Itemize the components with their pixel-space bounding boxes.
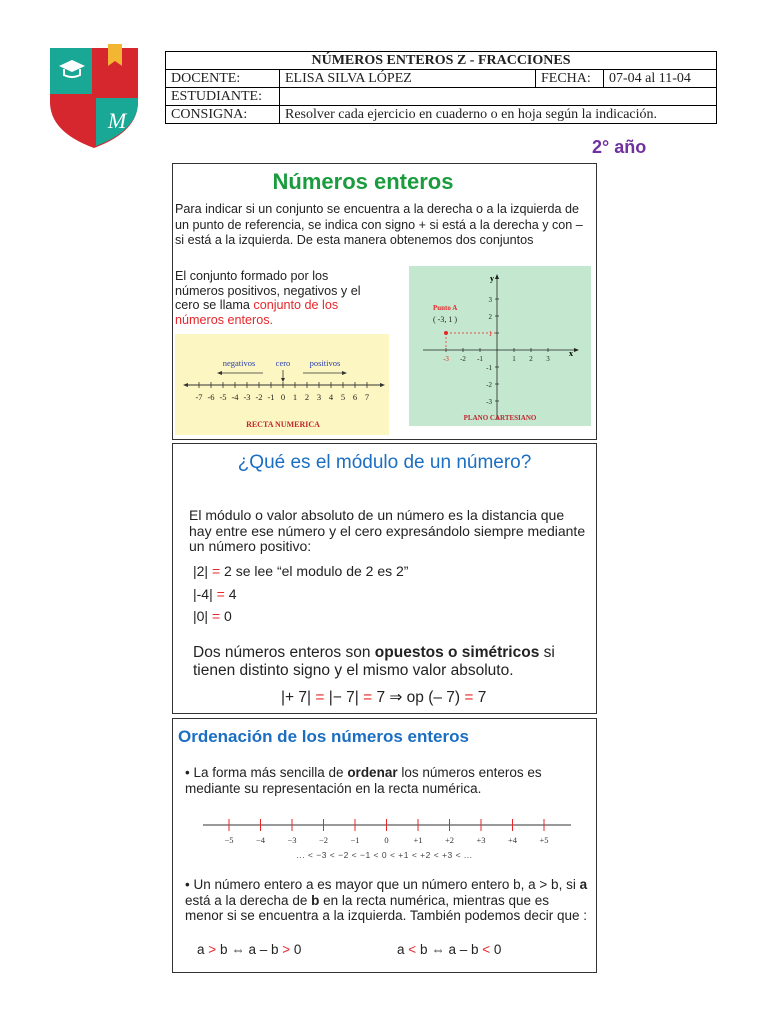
number-line-tick-label: -1	[267, 392, 275, 402]
school-logo	[46, 44, 142, 150]
integers-definition	[175, 269, 375, 327]
number-line-tick-label: 7	[364, 392, 370, 402]
number-line-tick-label: -7	[195, 392, 203, 402]
example-3-equals: =	[211, 608, 221, 624]
example-2-lhs: |-4|	[193, 586, 213, 602]
example-3	[193, 608, 232, 624]
ordering-intro	[185, 765, 590, 797]
ordering-tick-label: +3	[476, 835, 486, 845]
f1-gt: >	[208, 942, 217, 957]
number-line-tick-label: -4	[231, 392, 239, 402]
op-eq-3: =	[464, 689, 474, 706]
cartesian-plane-figure	[409, 266, 591, 426]
number-line-tick-label: -3	[243, 392, 251, 402]
positives-label: positivos	[309, 358, 341, 368]
f1-c: 0	[293, 942, 302, 957]
number-line-tick-label: -2	[255, 392, 263, 402]
consigna-value: Resolver cada ejercicio en cuaderno o en hoja según la indicación.	[280, 106, 717, 124]
number-line-caption: RECTA NUMERICA	[246, 420, 320, 429]
op-d: 7	[477, 689, 487, 706]
x-tick-label: -1	[477, 355, 483, 363]
y-tick-label: -1	[486, 364, 492, 372]
example-3-rhs: 0	[224, 608, 232, 624]
estudiante-value	[280, 88, 717, 106]
ordering-term: ordenar	[347, 765, 398, 780]
op-eq-2: =	[363, 689, 373, 706]
f1-a: a	[197, 942, 205, 957]
example-1-rhs: 2 se lee “el modulo de 2 es 2”	[224, 563, 409, 579]
ordering-tick-label: +2	[444, 835, 455, 845]
integers-box	[172, 163, 597, 440]
zero-label: cero	[275, 358, 291, 368]
fecha-value: 07-04 al 11-04	[604, 70, 717, 88]
y-axis-label: y	[490, 274, 494, 283]
x-axis-label: x	[569, 349, 573, 358]
opposites-text-end: si tienen distinto signo y el mismo valor absoluto.	[193, 644, 555, 679]
rule-text-1: • Un número entero a es mayor que un número entero b, a > b, si	[185, 877, 576, 892]
op-c: 7 ⇒ op (– 7)	[376, 689, 461, 706]
number-line-tick-label: 6	[352, 392, 358, 402]
point-a-label: Punto A	[433, 304, 458, 312]
point-a-marker	[444, 331, 448, 335]
number-line-tick-label: -5	[219, 392, 227, 402]
ordering-title: Ordenación de los números enteros	[178, 727, 469, 746]
ordering-number-line	[173, 815, 596, 851]
consigna-label: CONSIGNA:	[166, 106, 280, 124]
fecha-label: FECHA:	[536, 70, 604, 88]
number-line-tick-label: 4	[328, 392, 334, 402]
f2-lt2: <	[482, 942, 491, 957]
example-1-lhs: |2|	[193, 563, 209, 579]
ordering-box	[172, 718, 597, 973]
absolute-value-title: ¿Qué es el módulo de un número?	[237, 452, 532, 473]
x-tick-label: -2	[460, 355, 466, 363]
y-tick-label: 1	[488, 330, 492, 338]
number-line-tick-label: -6	[207, 392, 215, 402]
header-title: NÚMEROS ENTEROS Z - FRACCIONES	[166, 52, 717, 70]
x-tick-label: 1	[512, 355, 516, 363]
ordering-tick-label: −2	[318, 835, 329, 845]
rule-text-3: en la recta numérica, mientras que es menor si se encuentra a la izquierda. También podemos decir que :	[185, 892, 587, 923]
example-2-rhs: 4	[228, 586, 237, 602]
y-tick-label: 3	[488, 296, 492, 304]
ordering-rule	[185, 877, 590, 924]
y-tick-label: -3	[486, 398, 492, 406]
less-formula	[397, 942, 501, 957]
ordering-tick-label: +1	[413, 835, 423, 845]
rule-b: b	[311, 892, 320, 908]
estudiante-label: ESTUDIANTE:	[166, 88, 280, 106]
logo-letter: M	[107, 108, 127, 133]
rule-a: a	[579, 877, 588, 892]
x-tick-label: 2	[529, 355, 533, 363]
ordering-tick-label: +4	[507, 835, 518, 845]
ordering-inequality: ... < −3 < −2 < −1 < 0 < +1 < +2 < +3 < ...	[296, 850, 473, 860]
ordering-text-end: los números enteros es mediante su representación en la recta numérica.	[185, 765, 542, 796]
greater-formula	[197, 942, 301, 957]
cartesian-caption: PLANO CARTESIANO	[463, 414, 537, 422]
x-tick-label: 3	[546, 355, 550, 363]
definition-text: El conjunto formado por los números positivos, negativos y el cero se llama	[175, 269, 361, 312]
docente-value: ELISA SILVA LÓPEZ	[280, 70, 536, 88]
header-table	[165, 51, 717, 124]
number-line-tick-label: 0	[280, 392, 286, 402]
ordering-text: • La forma más sencilla de	[185, 765, 344, 780]
op-eq-1: =	[315, 689, 325, 706]
ordering-tick-label: −4	[255, 835, 266, 845]
ordering-tick-label: −3	[287, 835, 297, 845]
number-line-tick-label: 1	[292, 392, 298, 402]
absolute-value-definition: El módulo o valor absoluto de un número es la distancia que hay entre ese número y el cero expresándolo siempre mediante un número positivo:	[189, 507, 586, 554]
op-a: |+ 7|	[281, 689, 312, 706]
y-tick-label: -2	[486, 381, 492, 389]
example-3-lhs: |0|	[193, 608, 209, 624]
rule-text-2: está a la derecha de	[185, 892, 308, 908]
op-b: |− 7|	[328, 689, 359, 706]
number-line-tick-label: 2	[304, 392, 310, 402]
ordering-tick-label: −1	[350, 835, 360, 845]
example-2-equals: =	[216, 586, 225, 602]
opposites-term: opuestos o simétricos	[374, 644, 540, 661]
opposites-text: Dos números enteros son	[193, 644, 371, 661]
y-tick-label: 2	[488, 313, 492, 321]
absolute-value-box	[172, 443, 597, 714]
f2-c: 0	[493, 942, 502, 957]
f2-a: a	[397, 942, 405, 957]
opposites-definition	[193, 644, 589, 680]
grade-year: 2° año	[592, 137, 647, 157]
docente-label: DOCENTE:	[166, 70, 280, 88]
example-2	[193, 586, 237, 602]
point-a-coords: ( -3, 1 )	[433, 315, 457, 324]
f1-b: b ⇔ a – b	[219, 942, 279, 957]
f1-gt2: >	[282, 942, 291, 957]
number-line-figure	[175, 334, 389, 435]
example-1-equals: =	[211, 563, 221, 579]
x-tick-label: -3	[443, 355, 449, 363]
example-1	[193, 563, 408, 579]
ordering-tick-label: 0	[384, 835, 389, 845]
number-line-tick-label: 5	[340, 392, 346, 402]
ordering-tick-label: −5	[224, 835, 234, 845]
f2-lt: <	[408, 942, 417, 957]
number-line-tick-label: 3	[316, 392, 322, 402]
negatives-label: negativos	[222, 358, 256, 368]
integers-intro: Para indicar si un conjunto se encuentra a la derecha o a la izquierda de un punto de referencia, se indica con signo + si está a la derecha y con – si está a la izquierda. De esta manera obtenemos dos conjuntos	[175, 202, 583, 247]
f2-b: b ⇔ a – b	[419, 942, 479, 957]
definition-highlight: conjunto de los números enteros.	[175, 298, 339, 327]
ordering-tick-label: +5	[539, 835, 549, 845]
opposites-example	[281, 688, 486, 707]
integers-title: Números enteros	[272, 169, 454, 194]
